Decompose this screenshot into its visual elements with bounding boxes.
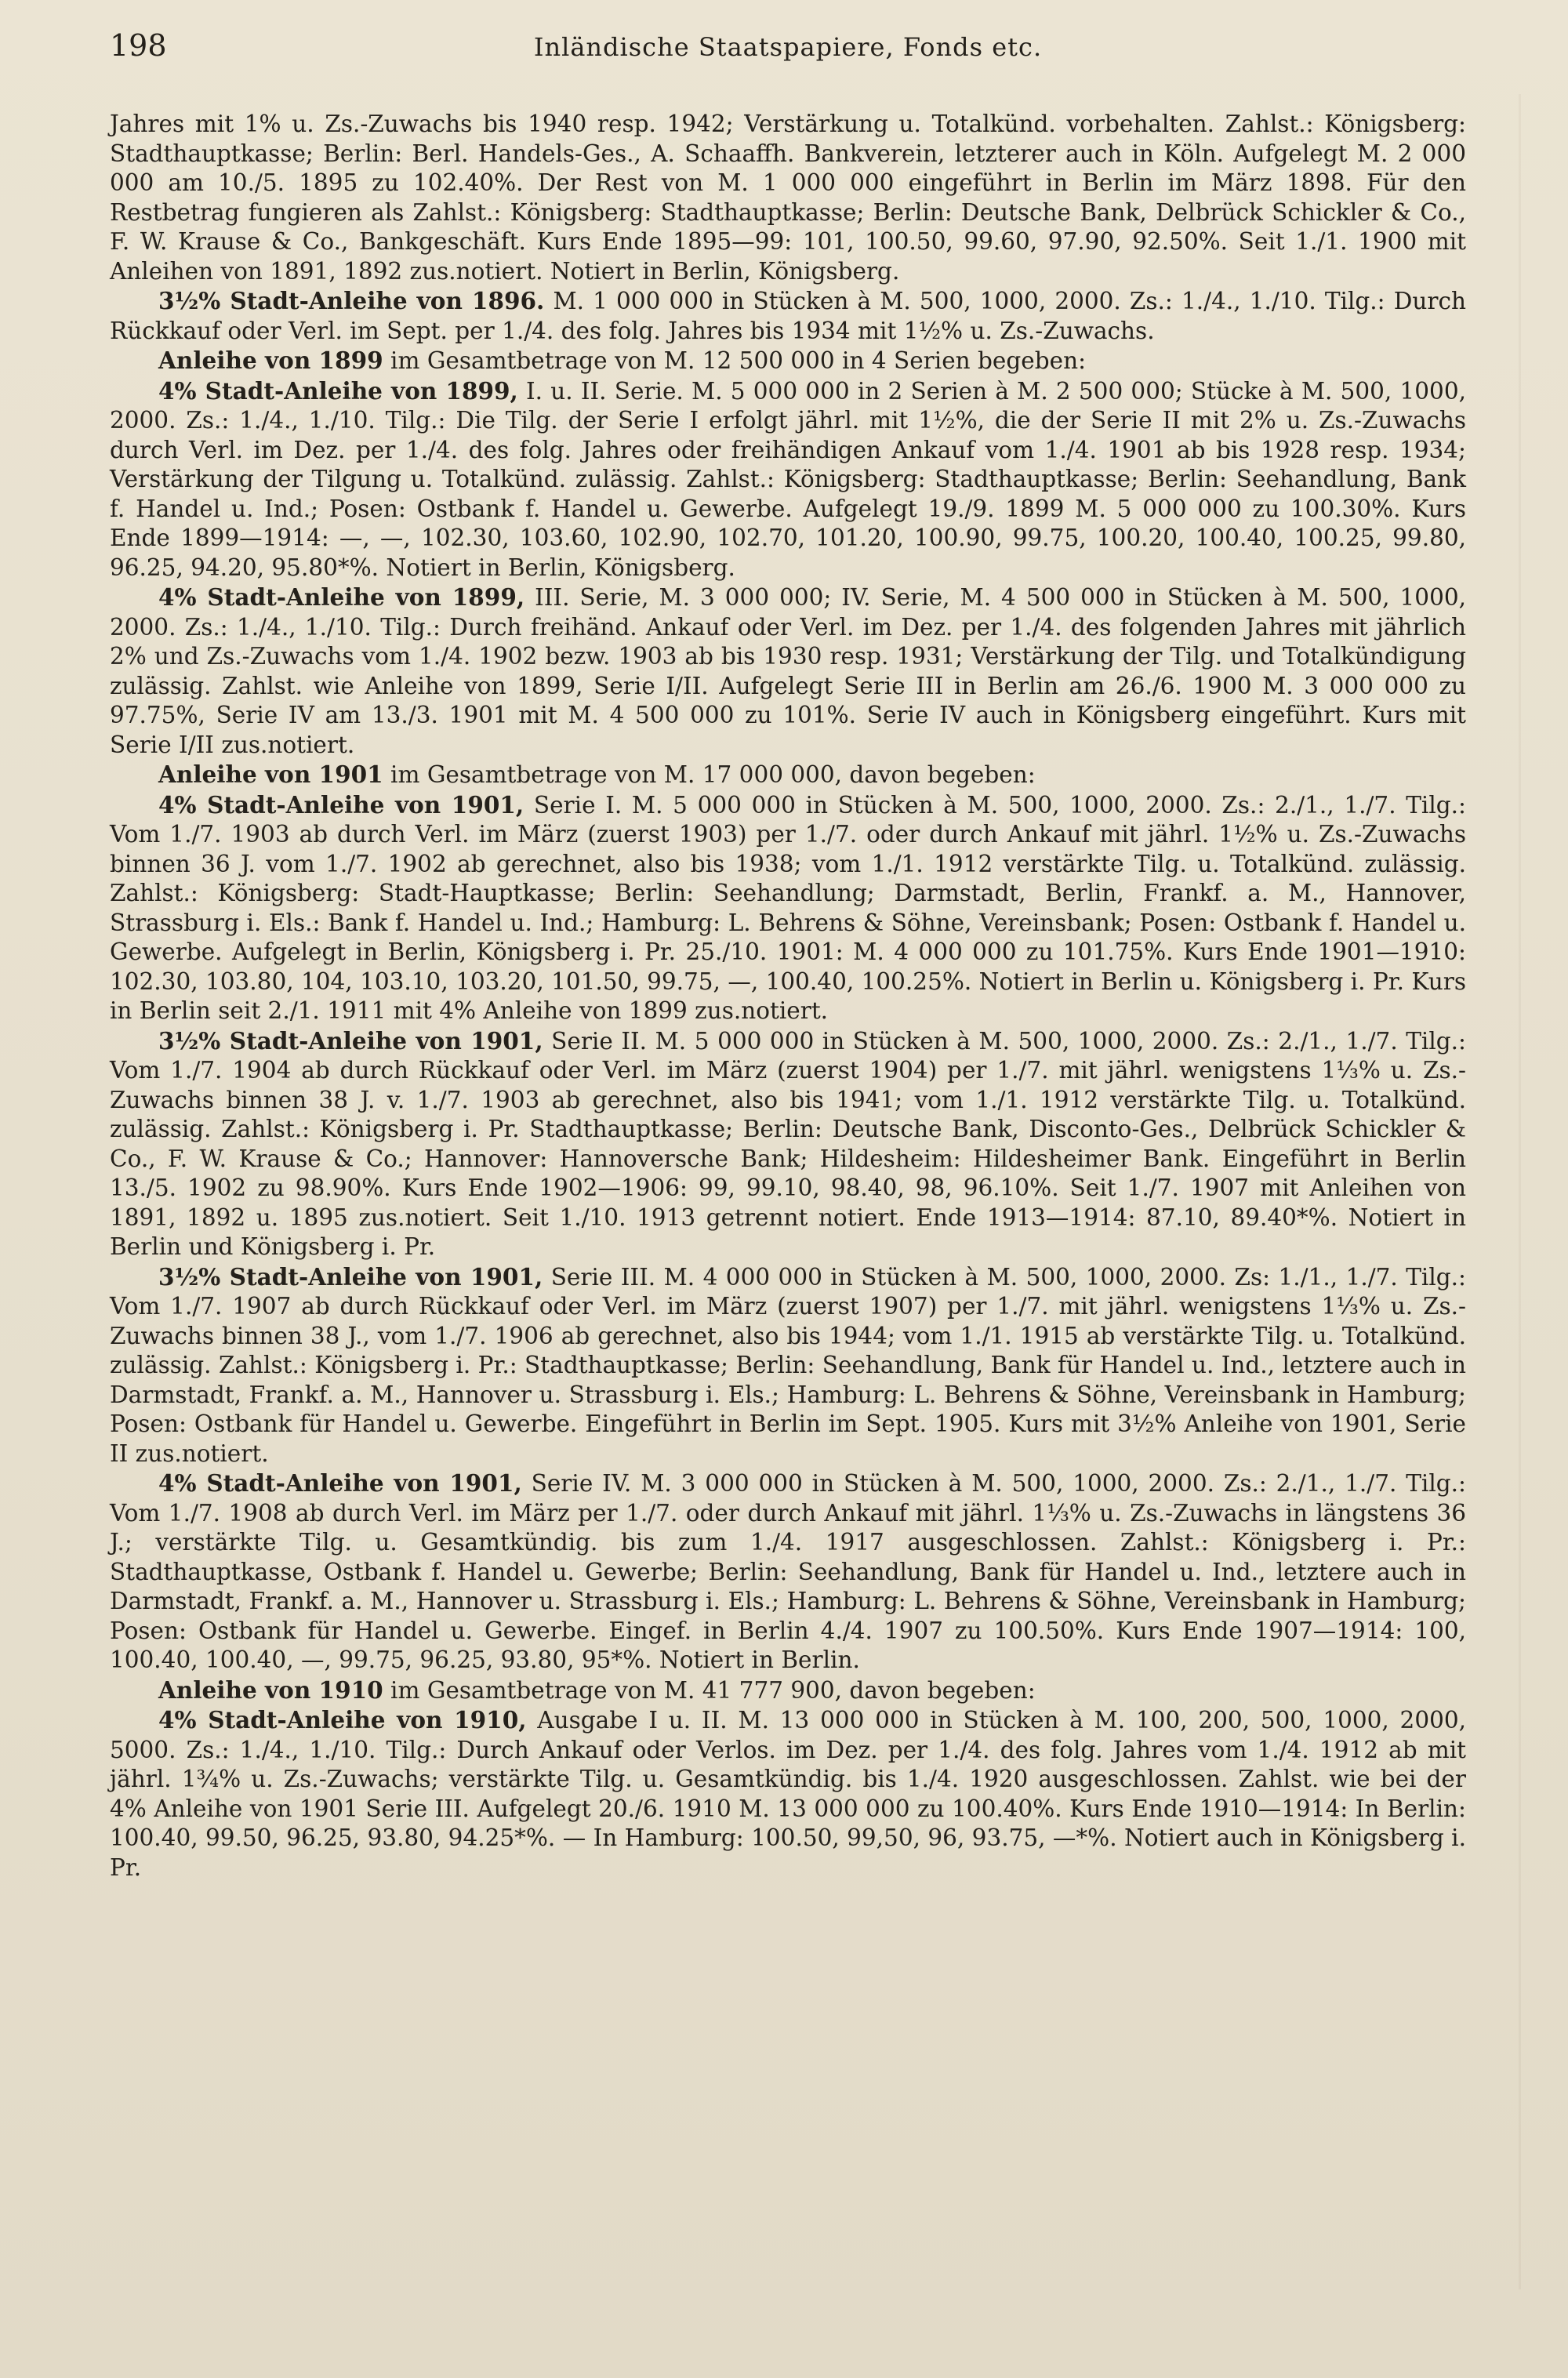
paragraph: [110, 1469, 1466, 1675]
paragraph-text: Serie I. M. 5 000 000 in Stücken à M. 500, 1000, 2000. Zs.: 2./1., 1./7. Tilg.: Vom 1./7. 1903 ab durch Verl. im März (zuerst 1903) per 1./7. oder durch Ankauf mit jährl. 1½% u. Zs.-Zuwachs binnen 36 J. vom 1./7. 1902 ab gerechnet, also bis 1938; vom 1./1. 1912 verstärkte Tilg. u. Totalkünd. zulässig. Zahlst.: Königsberg: Stadt-Hauptkasse; Berlin: Seehandlung; Darmstadt, Berlin, Frankf. a. M., Hannover, Strassburg i. Els.: Bank f. Handel u. Ind.; Hamburg: L. Behrens & Söhne, Vereinsbank; Posen: Ostbank f. Handel u. Gewerbe. Aufgelegt in Berlin, Königsberg i. Pr. 25./10. 1901: M. 4 000 000 zu 101.75%. Kurs Ende 1901—1910: 102.30, 103.80, 104, 103.10, 103.20, 101.50, 99.75, —, 100.40, 100.25%. Notiert in Berlin u. Königsberg i. Pr. Kurs in Berlin seit 2./1. 1911 mit 4% Anleihe von 1899 zus.notiert.: [110, 791, 1466, 1024]
bond-heading: 3½% Stadt-Anleihe von 1901,: [158, 1026, 543, 1055]
paragraph: [110, 1675, 1466, 1706]
bond-heading: Anleihe von 1899: [158, 347, 383, 374]
page-header: [110, 28, 1466, 75]
bond-heading: 3½% Stadt-Anleihe von 1896.: [158, 287, 545, 314]
paragraph: [110, 1026, 1466, 1262]
paragraph: [110, 110, 1466, 286]
paragraph-text: Jahres mit 1% u. Zs.-Zuwachs bis 1940 resp. 1942; Verstärkung u. Totalkünd. vorbehalten. Zahlst.: Königsberg: Stadthauptkasse; Berlin: Berl. Handels-Ges., A. Schaaffh. Bankverein, letzterer auch in Köln. Aufgelegt M. 2 000 000 am 10./5. 1895 zu 102.40%. Der Rest von M. 1 000 000 eingeführt in Berlin im März 1898. Für den Restbetrag fungieren als Zahlst.: Königsberg: Stadthauptkasse; Berlin: Deutsche Bank, Delbrück Schickler & Co., F. W. Krause & Co., Bankgeschäft. Kurs Ende 1895—99: 101, 100.50, 99.60, 97.90, 92.50%. Seit 1./1. 1900 mit Anleihen von 1891, 1892 zus.notiert. Notiert in Berlin, Königsberg.: [110, 111, 1466, 285]
paragraph: [110, 583, 1466, 760]
paragraph: [110, 1262, 1466, 1469]
paragraph-text: III. Serie, M. 3 000 000; IV. Serie, M. 4 500 000 in Stücken à M. 500, 1000, 2000. Zs.: 1./4., 1./10. Tilg.: Durch freihänd. Ankauf oder Verl. im Dez. per 1./4. des folgenden Jahres mit jährlich 2% und Zs.-Zuwachs vom 1./4. 1902 bezw. 1903 ab bis 1930 resp. 1931; Verstärkung der Tilg. und Totalkündigung zulässig. Zahlst. wie Anleihe von 1899, Serie I/II. Aufgelegt Serie III in Berlin am 26./6. 1900 M. 3 000 000 zu 97.75%, Serie IV am 13./3. 1901 mit M. 4 500 000 zu 101%. Serie IV auch in Königsberg eingeführt. Kurs mit Serie I/II zus.notiert.: [110, 584, 1466, 758]
paragraph: [110, 376, 1466, 583]
paragraph: [110, 286, 1466, 346]
paragraph-text: I. u. II. Serie. M. 5 000 000 in 2 Serien à M. 2 500 000; Stücke à M. 500, 1000, 2000. Zs.: 1./4., 1./10. Tilg.: Die Tilg. der Serie I erfolgt jährl. mit 1½%, die der Serie II mit 2% u. Zs.-Zuwachs durch Verl. im Dez. per 1./4. des folg. Jahres oder freihändigen Ankauf vom 1./4. 1901 ab bis 1928 resp. 1934; Verstärkung der Tilgung u. Totalkünd. zulässig. Zahlst.: Königsberg: Stadthauptkasse; Berlin: Seehandlung, Bank f. Handel u. Ind.; Posen: Ostbank f. Handel u. Gewerbe. Aufgelegt 19./9. 1899 M. 5 000 000 zu 100.30%. Kurs Ende 1899—1914: —, —, 102.30, 103.60, 102.90, 102.70, 101.20, 100.90, 99.75, 100.20, 100.40, 100.25, 99.80, 96.25, 94.20, 95.80*%. Notiert in Berlin, Königsberg.: [110, 377, 1466, 581]
bond-heading: Anleihe von 1910: [158, 1675, 383, 1704]
paragraph-text: Serie III. M. 4 000 000 in Stücken à M. 500, 1000, 2000. Zs: 1./1., 1./7. Tilg.: Vom 1./7. 1907 ab durch Rückkauf oder Verl. im März (zuerst 1907) per 1./7. mit jährl. wenigstens 1⅓% u. Zs.-Zuwachs binnen 38 J., vom 1./7. 1906 ab gerechnet, also bis 1944; vom 1./1. 1915 ab verstärkte Tilg. u. Totalkünd. zulässig. Zahlst.: Königsberg i. Pr.: Stadthauptkasse; Berlin: Seehandlung, Bank für Handel u. Ind., letztere auch in Darmstadt, Frankf. a. M., Hannover u. Strassburg i. Els.; Hamburg: L. Behrens & Söhne, Vereinsbank in Hamburg; Posen: Ostbank für Handel u. Gewerbe. Eingeführt in Berlin im Sept. 1905. Kurs mit 3½% Anleihe von 1901, Serie II zus.notiert.: [110, 1263, 1466, 1467]
paragraph: [110, 1705, 1466, 1882]
bond-heading: Anleihe von 1901: [158, 761, 383, 788]
paragraph-text: Serie IV. M. 3 000 000 in Stücken à M. 500, 1000, 2000. Zs.: 2./1., 1./7. Tilg.: Vom 1./7. 1908 ab durch Verl. im März per 1./7. oder durch Ankauf mit jährl. 1⅓% u. Zs.-Zuwachs in längstens 36 J.; verstärkte Tilg. u. Gesamtkündig. bis zum 1./4. 1917 ausgeschlossen. Zahlst.: Königsberg i. Pr.: Stadthauptkasse, Ostbank f. Handel u. Gewerbe; Berlin: Seehandlung, Bank für Handel u. Ind., letztere auch in Darmstadt, Frankf. a. M., Hannover u. Strassburg i. Els.; Hamburg: L. Behrens & Söhne, Vereinsbank in Hamburg; Posen: Ostbank für Handel u. Gewerbe. Eingef. in Berlin 4./4. 1907 zu 100.50%. Kurs Ende 1907—1914: 100, 100.40, 100.40, —, 99.75, 96.25, 93.80, 95*%. Notiert in Berlin.: [110, 1470, 1466, 1673]
paragraph-text: im Gesamtbetrage von M. 12 500 000 in 4 Serien begeben:: [383, 347, 1087, 374]
paragraph: [110, 790, 1466, 1026]
page-number: 198: [110, 28, 167, 63]
paragraph-text: M. 1 000 000 in Stücken à M. 500, 1000, 2000. Zs.: 1./4., 1./10. Tilg.: Durch Rückkauf oder Verl. im Sept. per 1./4. des folg. Jahres bis 1934 mit 1½% u. Zs.-Zuwachs.: [110, 288, 1466, 344]
paragraph-text: im Gesamtbetrage von M. 41 777 900, davon begeben:: [383, 1676, 1036, 1704]
bond-heading: 4% Stadt-Anleihe von 1899,: [158, 376, 518, 405]
paragraph-text: im Gesamtbetrage von M. 17 000 000, davon begeben:: [383, 761, 1036, 788]
paragraph: [110, 346, 1466, 376]
bond-heading: 4% Stadt-Anleihe von 1901,: [158, 790, 524, 819]
bond-heading: 4% Stadt-Anleihe von 1901,: [158, 1469, 522, 1497]
bond-heading: 3½% Stadt-Anleihe von 1901,: [158, 1262, 543, 1291]
paragraph-text: Ausgabe I u. II. M. 13 000 000 in Stücken à M. 100, 200, 500, 1000, 2000, 5000. Zs.: 1./4., 1./10. Tilg.: Durch Ankauf oder Verlos. im Dez. per 1./4. des folg. Jahres vom 1./4. 1912 ab mit jährl. 1¾% u. Zs.-Zuwachs; verstärkte Tilg. u. Gesamtkündig. bis 1./4. 1920 ausgeschlossen. Zahlst. wie bei der 4% Anleihe von 1901 Serie III. Aufgelegt 20./6. 1910 M. 13 000 000 zu 100.40%. Kurs Ende 1910—1914: In Berlin: 100.40, 99.50, 96.25, 93.80, 94.25*%. — In Hamburg: 100.50, 99,50, 96, 93.75, —*%. Notiert auch in Königsberg i. Pr.: [110, 1707, 1467, 1881]
bond-heading: 4% Stadt-Anleihe von 1910,: [158, 1706, 527, 1734]
paragraph: [110, 760, 1466, 790]
page-edge-shadow: [1519, 94, 1521, 2289]
body-text: [110, 110, 1466, 1882]
paragraph-text: Serie II. M. 5 000 000 in Stücken à M. 500, 1000, 2000. Zs.: 2./1., 1./7. Tilg.: Vom 1./7. 1904 ab durch Rückkauf oder Verl. im März (zuerst 1904) per 1./7. mit jährl. wenigstens 1⅓% u. Zs.-Zuwachs binnen 38 J. v. 1./7. 1903 ab gerechnet, also bis 1941; vom 1./1. 1912 verstärkte Tilg. u. Totalkünd. zulässig. Zahlst.: Königsberg i. Pr. Stadthauptkasse; Berlin: Deutsche Bank, Disconto-Ges., Delbrück Schickler & Co., F. W. Krause & Co.; Hannover: Hannoversche Bank; Hildesheim: Hildesheimer Bank. Eingeführt in Berlin 13./5. 1902 zu 98.90%. Kurs Ende 1902—1906: 99, 99.10, 98.40, 98, 96.10%. Seit 1./7. 1907 mit Anleihen von 1891, 1892 u. 1895 zus.notiert. Seit 1./10. 1913 getrennt notiert. Ende 1913—1914: 87.10, 89.40*%. Notiert in Berlin und Königsberg i. Pr.: [110, 1027, 1466, 1260]
bond-heading: 4% Stadt-Anleihe von 1899,: [158, 583, 525, 611]
running-title: Inländische Staatspapiere, Fonds etc.: [533, 32, 1043, 62]
